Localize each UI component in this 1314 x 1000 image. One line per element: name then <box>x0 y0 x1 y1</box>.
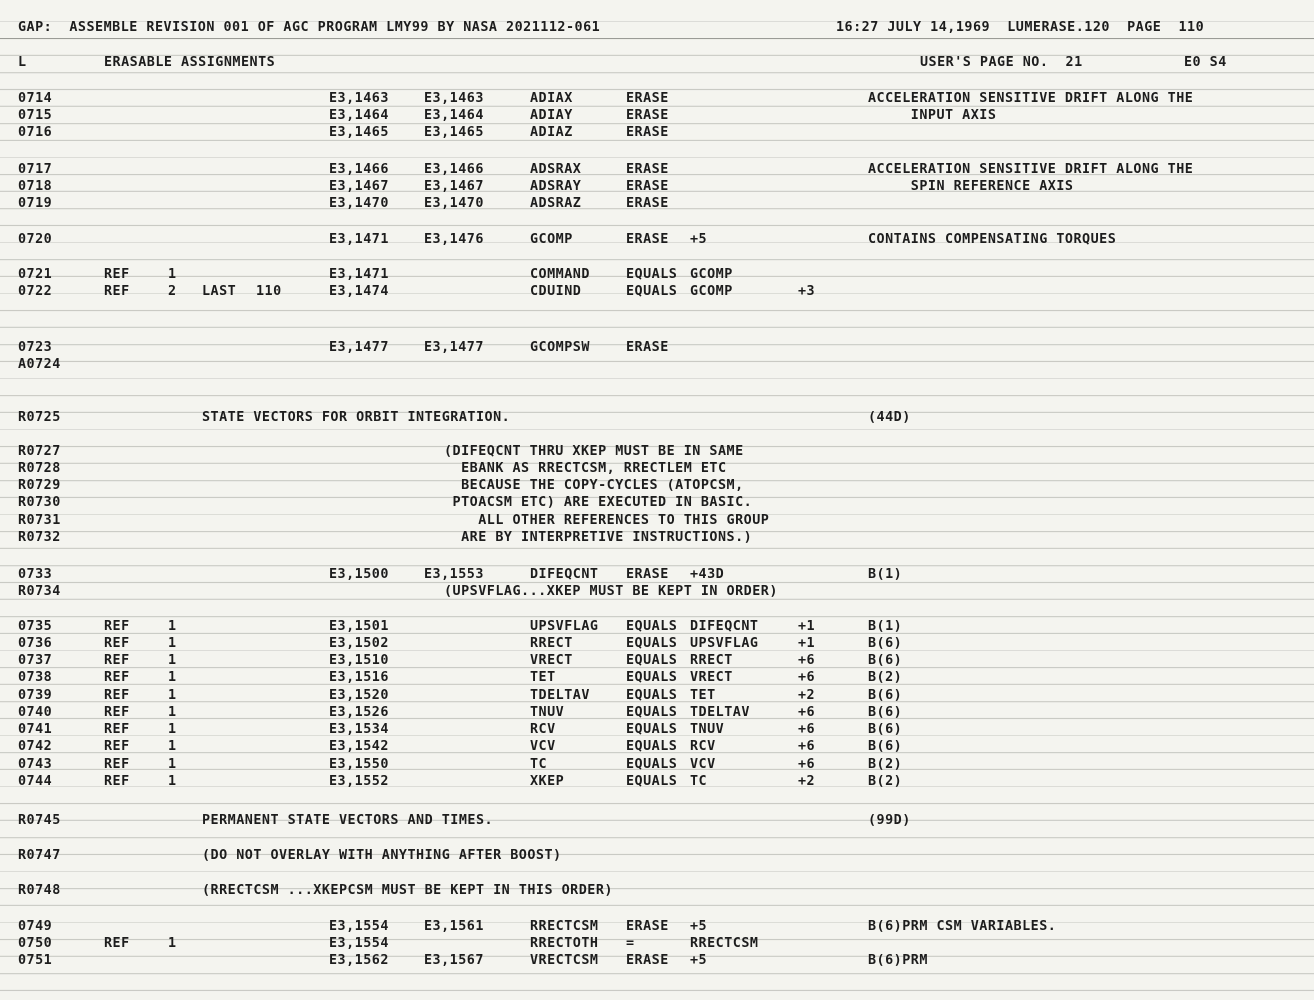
modifier: +6 <box>798 705 816 720</box>
symbol-name: RRECT <box>530 636 573 651</box>
symbol-name: VCV <box>530 739 556 754</box>
line-number: R0748 <box>18 883 61 898</box>
listing-line <box>0 918 1314 935</box>
listing-line <box>0 618 1314 635</box>
symbol-name: CDUIND <box>530 284 582 299</box>
address-start: E3,1554 <box>329 936 389 951</box>
line-number: R0729 <box>18 478 61 493</box>
address-start: E3,1562 <box>329 953 389 968</box>
ref-count: 2 <box>168 284 177 299</box>
comment: B(2) <box>868 757 903 772</box>
operand: +5 <box>690 232 708 247</box>
listing-line <box>0 583 1314 600</box>
listing-line <box>0 107 1314 124</box>
comment: ACCELERATION SENSITIVE DRIFT ALONG THE <box>868 91 1194 106</box>
line-number: 0743 <box>18 757 53 772</box>
listing-line <box>0 738 1314 755</box>
symbol-name: RRECTCSM <box>530 919 599 934</box>
opcode: = <box>626 936 635 951</box>
listing-line <box>0 195 1314 212</box>
line-number: 0716 <box>18 125 53 140</box>
listing-line <box>0 356 1314 373</box>
listing-line <box>0 529 1314 546</box>
comment: B(6) <box>868 688 903 703</box>
address-end: E3,1470 <box>424 196 484 211</box>
opcode: ERASE <box>626 179 669 194</box>
last-marker: LAST <box>202 284 237 299</box>
address-end: E3,1463 <box>424 91 484 106</box>
comment: B(1) <box>868 567 903 582</box>
ref-count: 1 <box>168 653 177 668</box>
operand: GCOMP <box>690 284 733 299</box>
remark-text: ARE BY INTERPRETIVE INSTRUCTIONS.) <box>444 530 753 545</box>
symbol-name: TNUV <box>530 705 565 720</box>
modifier: +2 <box>798 688 816 703</box>
opcode: EQUALS <box>626 670 678 685</box>
opcode: EQUALS <box>626 653 678 668</box>
address-start: E3,1470 <box>329 196 389 211</box>
operand: +5 <box>690 953 708 968</box>
opcode: EQUALS <box>626 619 678 634</box>
line-number: 0720 <box>18 232 53 247</box>
listing-line <box>0 847 1314 864</box>
address-start: E3,1500 <box>329 567 389 582</box>
line-number: R0745 <box>18 813 61 828</box>
opcode: ERASE <box>626 125 669 140</box>
ref-marker: REF <box>104 619 130 634</box>
symbol-name: ADIAZ <box>530 125 573 140</box>
address-start: E3,1554 <box>329 919 389 934</box>
listing-line <box>0 477 1314 494</box>
address-start: E3,1542 <box>329 739 389 754</box>
opcode: EQUALS <box>626 774 678 789</box>
operand: TDELTAV <box>690 705 750 720</box>
ref-marker: REF <box>104 774 130 789</box>
modifier: +2 <box>798 774 816 789</box>
line-number: 0719 <box>18 196 53 211</box>
listing-line <box>0 409 1314 426</box>
operand: UPSVFLAG <box>690 636 759 651</box>
modifier: +6 <box>798 653 816 668</box>
ref-marker: REF <box>104 936 130 951</box>
line-number: 0744 <box>18 774 53 789</box>
address-start: E3,1534 <box>329 722 389 737</box>
operand: TC <box>690 774 708 789</box>
symbol-name: VRECTCSM <box>530 953 599 968</box>
modifier: +1 <box>798 636 816 651</box>
opcode: ERASE <box>626 953 669 968</box>
line-number: 0715 <box>18 108 53 123</box>
operand: GCOMP <box>690 267 733 282</box>
symbol-name: XKEP <box>530 774 565 789</box>
remark-text: PTOACSM ETC) ARE EXECUTED IN BASIC. <box>444 495 753 510</box>
operand: +43D <box>690 567 725 582</box>
ref-count: 1 <box>168 936 177 951</box>
opcode: EQUALS <box>626 739 678 754</box>
section-title: ERASABLE ASSIGNMENTS <box>104 55 276 70</box>
ref-count: 1 <box>168 619 177 634</box>
ref-marker: REF <box>104 739 130 754</box>
opcode: EQUALS <box>626 705 678 720</box>
ref-count: 1 <box>168 670 177 685</box>
line-number: 0722 <box>18 284 53 299</box>
ref-marker: REF <box>104 284 130 299</box>
line-number: 0740 <box>18 705 53 720</box>
line-number: 0739 <box>18 688 53 703</box>
header-title: GAP: ASSEMBLE REVISION 001 OF AGC PROGRAM LMY99 BY NASA 2021112-061 <box>18 20 601 35</box>
comment: CONTAINS COMPENSATING TORQUES <box>868 232 1117 247</box>
listing-line <box>0 339 1314 356</box>
listing-line <box>0 704 1314 721</box>
operand: +5 <box>690 919 708 934</box>
line-number: 0738 <box>18 670 53 685</box>
line-number: 0750 <box>18 936 53 951</box>
address-start: E3,1466 <box>329 162 389 177</box>
modifier: +6 <box>798 739 816 754</box>
comment: SPIN REFERENCE AXIS <box>868 179 1074 194</box>
ref-marker: REF <box>104 688 130 703</box>
listing-line <box>0 635 1314 652</box>
modifier: +6 <box>798 722 816 737</box>
opcode: EQUALS <box>626 636 678 651</box>
symbol-name: TC <box>530 757 548 772</box>
ref-marker: REF <box>104 757 130 772</box>
ref-marker: REF <box>104 267 130 282</box>
remark-text: (DIFEQCNT THRU XKEP MUST BE IN SAME <box>444 444 744 459</box>
remark-text: BECAUSE THE COPY-CYCLES (ATOPCSM, <box>444 478 744 493</box>
address-start: E3,1471 <box>329 232 389 247</box>
operand: TNUV <box>690 722 725 737</box>
address-end: E3,1567 <box>424 953 484 968</box>
listing-line <box>0 812 1314 829</box>
address-start: E3,1550 <box>329 757 389 772</box>
listing-line <box>0 882 1314 899</box>
ref-count: 1 <box>168 636 177 651</box>
operand: VCV <box>690 757 716 772</box>
ref-marker: REF <box>104 670 130 685</box>
address-start: E3,1526 <box>329 705 389 720</box>
ref-marker: REF <box>104 653 130 668</box>
header-rule <box>0 38 1314 39</box>
comment: B(6) <box>868 739 903 754</box>
ref-count: 1 <box>168 688 177 703</box>
page-header <box>0 19 1314 36</box>
line-number: 0714 <box>18 91 53 106</box>
line-number: 0737 <box>18 653 53 668</box>
address-start: E3,1552 <box>329 774 389 789</box>
address-start: E3,1463 <box>329 91 389 106</box>
section-text: (DO NOT OVERLAY WITH ANYTHING AFTER BOOST) <box>202 848 562 863</box>
opcode: EQUALS <box>626 688 678 703</box>
comment: B(6)PRM CSM VARIABLES. <box>868 919 1057 934</box>
listing-line <box>0 512 1314 529</box>
line-number: 0733 <box>18 567 53 582</box>
listing-line <box>0 178 1314 195</box>
opcode: EQUALS <box>626 267 678 282</box>
symbol-name: GCOMPSW <box>530 340 590 355</box>
operand: DIFEQCNT <box>690 619 759 634</box>
line-number: 0736 <box>18 636 53 651</box>
comment: B(6) <box>868 653 903 668</box>
ref-marker: REF <box>104 722 130 737</box>
opcode: ERASE <box>626 196 669 211</box>
modifier: +3 <box>798 284 816 299</box>
line-number: 0751 <box>18 953 53 968</box>
line-number: R0730 <box>18 495 61 510</box>
symbol-name: TDELTAV <box>530 688 590 703</box>
symbol-name: RRECTOTH <box>530 936 599 951</box>
line-number: R0734 <box>18 584 61 599</box>
operand: TET <box>690 688 716 703</box>
operand: RRECTCSM <box>690 936 759 951</box>
section-text: (RRECTCSM ...XKEPCSM MUST BE KEPT IN THIS ORDER) <box>202 883 613 898</box>
listing-line <box>0 443 1314 460</box>
bank-indicator: E0 S4 <box>1184 55 1227 70</box>
symbol-name: VRECT <box>530 653 573 668</box>
comment: B(2) <box>868 774 903 789</box>
listing-line <box>0 494 1314 511</box>
line-number: 0723 <box>18 340 53 355</box>
line-number: 0749 <box>18 919 53 934</box>
address-start: E3,1520 <box>329 688 389 703</box>
line-number: R0747 <box>18 848 61 863</box>
symbol-name: UPSVFLAG <box>530 619 599 634</box>
ref-count: 1 <box>168 267 177 282</box>
line-number: 0742 <box>18 739 53 754</box>
section-letter: L <box>18 55 27 70</box>
line-number: R0728 <box>18 461 61 476</box>
address-start: E3,1471 <box>329 267 389 282</box>
ref-marker: REF <box>104 636 130 651</box>
opcode: ERASE <box>626 232 669 247</box>
line-number: R0725 <box>18 410 61 425</box>
remark-text: EBANK AS RRECTCSM, RRECTLEM ETC <box>444 461 727 476</box>
address-start: E3,1465 <box>329 125 389 140</box>
ref-count: 1 <box>168 774 177 789</box>
remark-text: ALL OTHER REFERENCES TO THIS GROUP <box>444 513 770 528</box>
symbol-name: ADIAY <box>530 108 573 123</box>
listing-line <box>0 266 1314 283</box>
listing-line <box>0 161 1314 178</box>
ref-count: 1 <box>168 739 177 754</box>
modifier: +6 <box>798 670 816 685</box>
comment: B(6) <box>868 705 903 720</box>
address-start: E3,1516 <box>329 670 389 685</box>
comment: B(6) <box>868 722 903 737</box>
opcode: ERASE <box>626 162 669 177</box>
users-page-number: USER'S PAGE NO. 21 <box>920 55 1083 70</box>
modifier: +1 <box>798 619 816 634</box>
opcode: EQUALS <box>626 757 678 772</box>
line-number: 0717 <box>18 162 53 177</box>
line-number: R0732 <box>18 530 61 545</box>
symbol-name: COMMAND <box>530 267 590 282</box>
comment: (44D) <box>868 410 911 425</box>
line-number: 0718 <box>18 179 53 194</box>
address-start: E3,1501 <box>329 619 389 634</box>
listing-line <box>0 952 1314 969</box>
line-number: 0735 <box>18 619 53 634</box>
address-start: E3,1467 <box>329 179 389 194</box>
remark-text: (UPSVFLAG...XKEP MUST BE KEPT IN ORDER) <box>444 584 778 599</box>
operand: RRECT <box>690 653 733 668</box>
listing-line <box>0 669 1314 686</box>
symbol-name: ADIAX <box>530 91 573 106</box>
opcode: EQUALS <box>626 284 678 299</box>
line-number: 0741 <box>18 722 53 737</box>
address-end: E3,1561 <box>424 919 484 934</box>
modifier: +6 <box>798 757 816 772</box>
comment: (99D) <box>868 813 911 828</box>
address-start: E3,1477 <box>329 340 389 355</box>
listing-line <box>0 935 1314 952</box>
symbol-name: TET <box>530 670 556 685</box>
comment: B(6) <box>868 636 903 651</box>
listing-line <box>0 756 1314 773</box>
line-number: R0731 <box>18 513 61 528</box>
sub-header <box>0 54 1314 71</box>
opcode: EQUALS <box>626 722 678 737</box>
address-end: E3,1477 <box>424 340 484 355</box>
comment: B(1) <box>868 619 903 634</box>
symbol-name: ADSRAX <box>530 162 582 177</box>
ref-count: 1 <box>168 757 177 772</box>
address-end: E3,1553 <box>424 567 484 582</box>
symbol-name: RCV <box>530 722 556 737</box>
comment: INPUT AXIS <box>868 108 997 123</box>
symbol-name: GCOMP <box>530 232 573 247</box>
address-end: E3,1465 <box>424 125 484 140</box>
address-start: E3,1510 <box>329 653 389 668</box>
address-start: E3,1474 <box>329 284 389 299</box>
symbol-name: DIFEQCNT <box>530 567 599 582</box>
line-number: R0727 <box>18 444 61 459</box>
opcode: ERASE <box>626 91 669 106</box>
listing-line <box>0 231 1314 248</box>
comment: B(2) <box>868 670 903 685</box>
ref-count: 1 <box>168 705 177 720</box>
listing-line <box>0 687 1314 704</box>
listing-line <box>0 773 1314 790</box>
line-number: A0724 <box>18 357 61 372</box>
line-number: 0721 <box>18 267 53 282</box>
listing-line <box>0 90 1314 107</box>
listing-line <box>0 721 1314 738</box>
header-date-page: 16:27 JULY 14,1969 LUMERASE.120 PAGE 110 <box>836 20 1205 35</box>
operand: RCV <box>690 739 716 754</box>
address-end: E3,1467 <box>424 179 484 194</box>
symbol-name: ADSRAZ <box>530 196 582 211</box>
address-end: E3,1466 <box>424 162 484 177</box>
opcode: ERASE <box>626 567 669 582</box>
ref-count: 1 <box>168 722 177 737</box>
listing-line <box>0 124 1314 141</box>
section-text: STATE VECTORS FOR ORBIT INTEGRATION. <box>202 410 511 425</box>
opcode: ERASE <box>626 108 669 123</box>
comment: B(6)PRM <box>868 953 928 968</box>
last-page: 110 <box>256 284 282 299</box>
listing-line <box>0 652 1314 669</box>
comment: ACCELERATION SENSITIVE DRIFT ALONG THE <box>868 162 1194 177</box>
ref-marker: REF <box>104 705 130 720</box>
operand: VRECT <box>690 670 733 685</box>
listing-line <box>0 283 1314 300</box>
address-end: E3,1476 <box>424 232 484 247</box>
opcode: ERASE <box>626 340 669 355</box>
address-start: E3,1502 <box>329 636 389 651</box>
symbol-name: ADSRAY <box>530 179 582 194</box>
address-start: E3,1464 <box>329 108 389 123</box>
address-end: E3,1464 <box>424 108 484 123</box>
listing-line <box>0 566 1314 583</box>
opcode: ERASE <box>626 919 669 934</box>
section-text: PERMANENT STATE VECTORS AND TIMES. <box>202 813 494 828</box>
listing-line <box>0 460 1314 477</box>
